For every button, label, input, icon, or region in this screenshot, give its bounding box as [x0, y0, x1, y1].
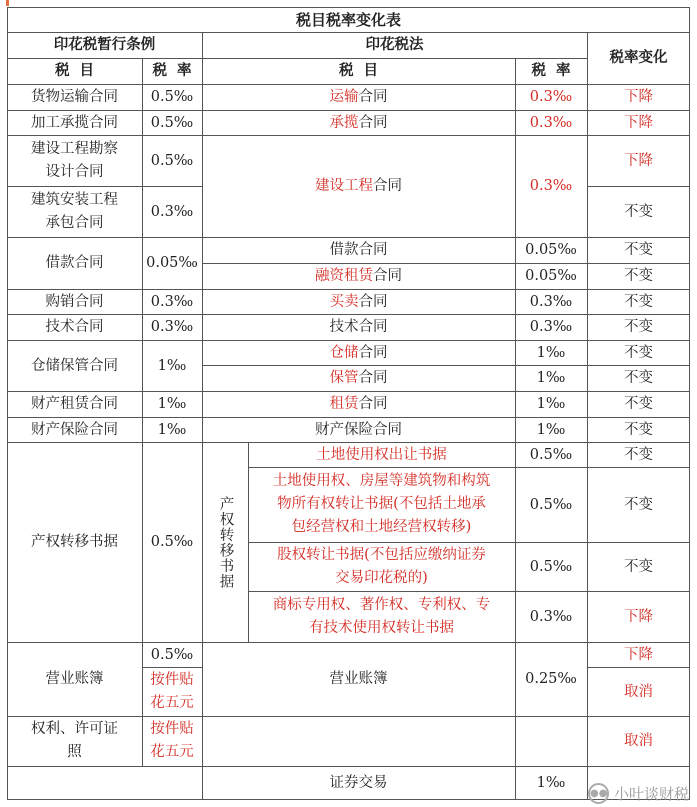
new-item-cell: [202, 135, 515, 237]
change-cell: 不变: [624, 293, 653, 310]
new-law-header: 印花税法: [365, 36, 424, 53]
corner-mark: [6, 0, 9, 6]
old-item-cell: 货物运输合同: [31, 89, 118, 105]
old-rate-cell: 0.5‰: [150, 152, 194, 169]
watermark: [588, 783, 689, 804]
old-rate-cell: 0.3‰: [150, 203, 194, 220]
change-cell: 下降: [624, 114, 653, 131]
new-item-cell: [202, 391, 515, 417]
new-item-cell: 营业账簿: [329, 671, 388, 687]
old-item-cell: 财产保险合同: [31, 421, 118, 438]
change-cell: 下降: [624, 89, 653, 105]
new-item-cell: 财产保险合同: [315, 421, 402, 438]
new-rate-cell: 1‰: [536, 421, 566, 438]
new-item-cell: [202, 84, 515, 110]
text-line: 按件贴: [150, 721, 194, 737]
sub-item-cell: [248, 591, 515, 642]
old-law-header: 印花税暂行条例: [53, 36, 156, 53]
change-cell: 不变: [624, 421, 653, 438]
new-rate-cell: 1‰: [536, 370, 566, 386]
highlight-text: 保管: [329, 370, 359, 386]
new-rate-cell: 0.3‰: [529, 319, 573, 335]
plain-text: 合同: [358, 89, 388, 105]
old-item-col-header: 税 目: [54, 62, 95, 79]
sub-item-cell: [248, 542, 515, 591]
highlight-text: 仓储: [329, 344, 359, 361]
old-item-cell: 仓储保管合同: [31, 357, 118, 374]
table-title: 税目税率变化表: [295, 10, 401, 29]
text-line: 照: [67, 744, 82, 760]
change-cell: 下降: [624, 152, 653, 169]
new-rate-cell: 0.5‰: [529, 446, 573, 463]
text-line: 按件贴: [150, 671, 194, 688]
change-cell: 不变: [624, 203, 653, 220]
old-item-cell: [7, 716, 142, 766]
plain-text: 合同: [358, 344, 388, 361]
old-rate-cell: 1‰: [157, 357, 187, 374]
sub-item-cell: 土地使用权出让书据: [316, 446, 447, 463]
new-rate-col-header: 税 率: [531, 62, 571, 79]
plain-text: 合同: [373, 268, 402, 284]
change-cell: 不变: [624, 396, 653, 412]
old-rate-cell: 0.5‰: [150, 114, 194, 131]
old-item-cell: 借款合同: [45, 255, 104, 271]
old-item-cell: 财产租赁合同: [31, 396, 118, 412]
new-rate-cell: 0.3‰: [529, 608, 573, 625]
sub-item-cell: [248, 467, 515, 542]
change-cell: 不变: [624, 446, 653, 463]
new-rate-cell: 0.5‰: [529, 496, 573, 513]
highlight-text: 买卖: [329, 293, 359, 310]
wechat-icon: ●●: [588, 783, 609, 804]
text-line: 土地使用权、房屋等建筑物和构筑: [272, 473, 491, 489]
group-label-vertical: 产权转移书据: [217, 495, 234, 589]
text-line: 建筑安装工程: [31, 191, 118, 208]
new-item-col-header: 税 目: [338, 62, 379, 79]
change-cell: 取消: [624, 733, 653, 749]
old-rate-cell: 0.3‰: [150, 293, 194, 310]
old-rate-cell: 1‰: [157, 421, 187, 438]
new-item-cell: 借款合同: [329, 242, 388, 258]
text-line: 有技术使用权转让书据: [309, 619, 454, 636]
old-rate-cell: 0.5‰: [150, 646, 194, 663]
new-rate-cell: 0.05‰: [525, 268, 577, 284]
new-rate-cell: 0.5‰: [529, 558, 573, 575]
old-rate-cell: 0.5‰: [150, 534, 194, 550]
new-item-cell: [202, 289, 515, 314]
new-rate-cell: 1‰: [536, 774, 566, 791]
highlight-text: 建设工程: [315, 178, 373, 194]
watermark-text: 小叶谈财税: [613, 785, 689, 803]
change-cell: 下降: [624, 608, 653, 625]
old-item-cell: [7, 186, 142, 237]
old-rate-cell: [142, 667, 202, 716]
new-rate-cell: 0.25‰: [525, 671, 577, 687]
change-cell: 不变: [624, 370, 653, 386]
text-line: 承包合同: [45, 214, 104, 231]
text-line: 权利、许可证: [31, 721, 118, 737]
old-item-cell: 购销合同: [45, 293, 104, 310]
change-cell: 不变: [624, 496, 653, 513]
change-cell: 不变: [624, 242, 653, 258]
plain-text: 合同: [373, 178, 402, 194]
new-rate-cell: 1‰: [536, 396, 566, 412]
new-rate-cell: 0.3‰: [529, 293, 573, 310]
new-rate-cell: 0.3‰: [529, 178, 573, 194]
new-item-cell: 证券交易: [329, 774, 388, 791]
old-rate-cell: 0.5‰: [150, 89, 194, 105]
change-cell: 不变: [624, 268, 653, 284]
change-cell: 不变: [624, 344, 653, 361]
old-rate-cell: 0.3‰: [150, 319, 194, 335]
new-item-cell: [202, 340, 515, 365]
text-line: 包经营权和土地经营权转移): [291, 519, 472, 535]
new-item-cell: [202, 110, 515, 135]
old-item-cell: [7, 135, 142, 186]
highlight-text: 租赁: [329, 396, 359, 412]
plain-text: 合同: [358, 114, 388, 131]
old-item-cell: 产权转移书据: [31, 534, 118, 550]
old-item-cell: 技术合同: [45, 319, 104, 335]
new-item-cell: [202, 365, 515, 391]
highlight-text: 承揽: [329, 114, 359, 131]
text-line: 建设工程勘察: [31, 140, 118, 157]
text-line: 交易印花税的): [335, 569, 428, 586]
new-rate-cell: 1‰: [536, 344, 566, 361]
text-line: 花五元: [150, 744, 194, 760]
old-rate-col-header: 税 率: [152, 62, 192, 79]
change-cell: 不变: [624, 319, 653, 335]
new-item-cell: 技术合同: [329, 319, 388, 335]
plain-text: 合同: [358, 293, 388, 310]
text-line: 股权转让书据(不包括应缴纳证券: [277, 546, 486, 563]
old-rate-cell: 0.05‰: [146, 255, 198, 271]
plain-text: 合同: [358, 396, 388, 412]
change-cell: 下降: [624, 646, 653, 663]
new-item-cell: [202, 263, 515, 289]
plain-text: 合同: [358, 370, 388, 386]
change-cell: 不变: [624, 558, 653, 575]
text-line: 设计合同: [45, 163, 104, 180]
new-rate-cell: 0.05‰: [525, 242, 577, 258]
highlight-text: 运输: [329, 89, 359, 105]
new-rate-cell: 0.3‰: [529, 114, 573, 131]
change-cell: 取消: [624, 683, 653, 700]
old-rate-cell: [142, 716, 202, 766]
old-item-cell: 加工承揽合同: [31, 114, 118, 131]
tax-rate-table: [7, 7, 690, 800]
text-line: 花五元: [150, 694, 194, 711]
text-line: 物所有权转让书据(不包括土地承: [277, 496, 486, 512]
rate-change-header: 税率变化: [609, 49, 668, 66]
highlight-text: 融资租赁: [315, 268, 373, 284]
old-item-cell: 营业账簿: [45, 671, 104, 687]
old-rate-cell: 1‰: [157, 396, 187, 412]
new-rate-cell: 0.3‰: [529, 89, 573, 105]
text-line: 商标专用权、著作权、专利权、专: [272, 596, 491, 613]
